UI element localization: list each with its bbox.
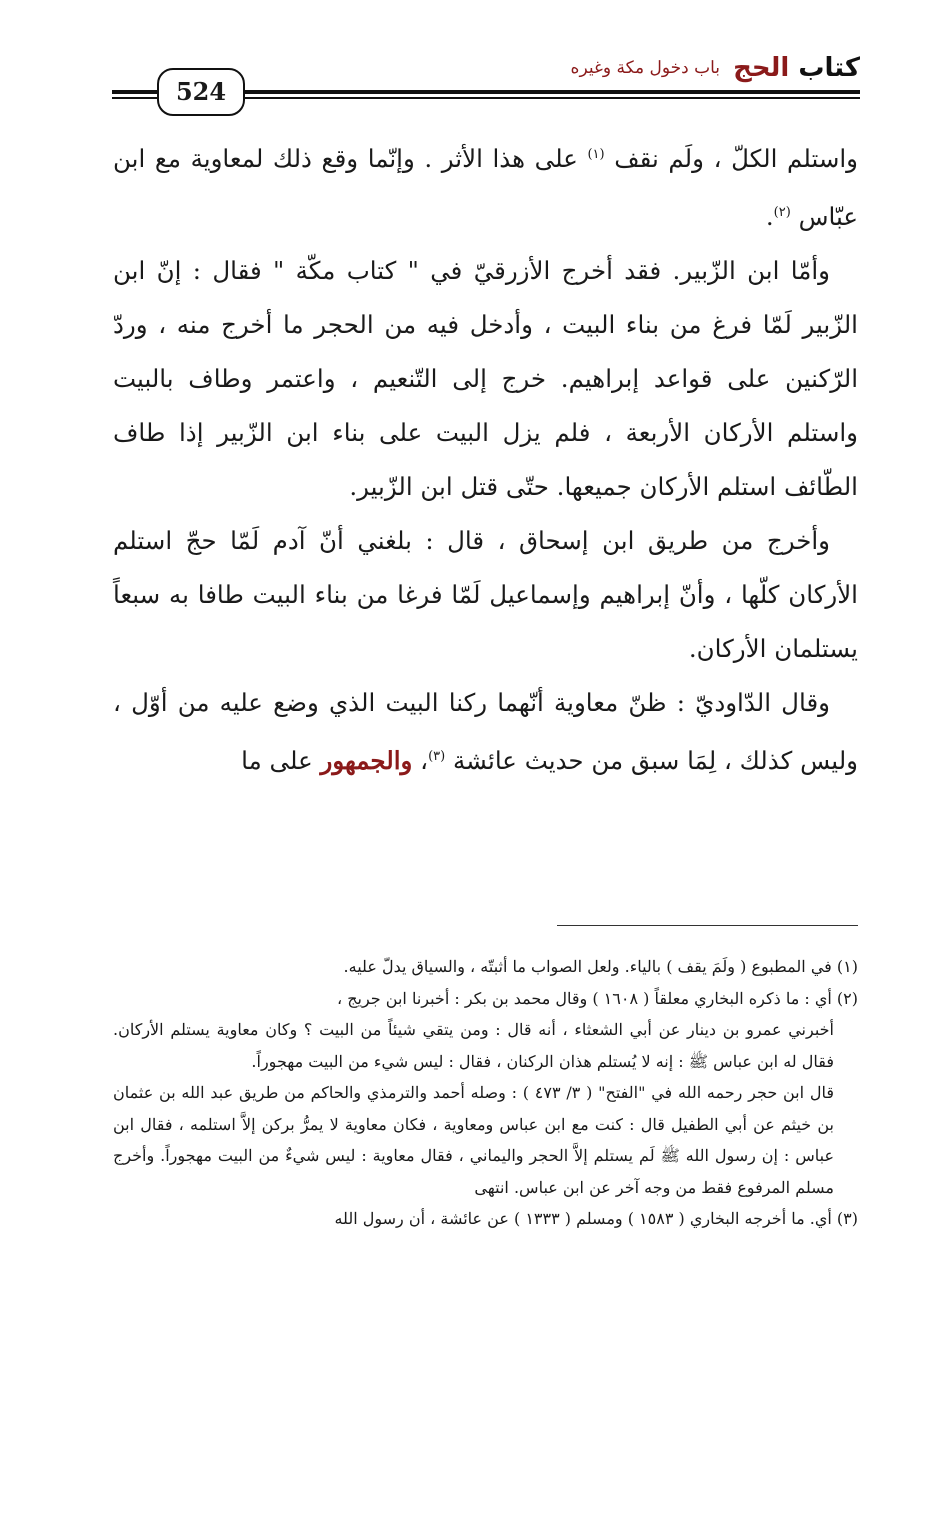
footnote-2 (113, 983, 858, 1015)
paragraph-4 (113, 676, 858, 788)
footnote-2-quote: قال ابن حجر رحمه الله في "الفتح" ( ٣/ ٤٧٣ ) : وصله أحمد والترمذي والحاكم من طريق عبد الله بن عثمان بن خيثم عن أبي الطفيل قال : كنت مع ابن عباس ومعاوية ، فكان معاوية لا يمرُّ بركن إلاَّ استلمه ، فقال ابن عباس : إن رسول الله ﷺ لَم يستلم إلاَّ الحجر واليماني ، فقال معاوية : ليس شيءٌ من البيت مهجوراً. وأخرج مسلم المرفوع فقط من وجه آخر عن ابن عباس. انتهى (113, 1083, 834, 1197)
book-title-a: كتاب (798, 53, 860, 83)
p4-b: ، (420, 746, 429, 775)
p1-a: واستلم الكلّ ، ولَم نقف (614, 144, 859, 173)
book-title (733, 52, 860, 84)
p1-b: على هذا الأثر . وإنّما وقع ذلك لمعاوية مع ابن عبّاس (113, 144, 858, 231)
footnote-ref-1: (١) (587, 147, 605, 162)
page-number: 524 (157, 68, 245, 116)
p4-c: على ما (241, 746, 313, 775)
footnote-ref-2: (٢) (773, 205, 791, 220)
footnote-1-text: في المطبوع ( ولَمَ يقف ) بالياء. ولعل الصواب ما أثبتّه ، والسياق يدلّ عليه. (343, 957, 832, 976)
book-title-b: الحج (733, 53, 790, 83)
footnote-3 (113, 1203, 858, 1235)
footnote-2-text: أي : ما ذكره البخاري معلقاً ( ١٦٠٨ ) وقال محمد بن بكر : أخبرنا ابن جريج ، (336, 988, 832, 1008)
p4-a: وقال الدّاوديّ : ظنّ معاوية أنّهما ركنا البيت الذي وضع عليه من أوّل ، وليس كذلك ، لِمَا سبق من حديث عائشة (113, 688, 858, 775)
footnote-1-number: (١) (836, 957, 858, 976)
paragraph-1 (113, 128, 858, 244)
footnote-2-number: (٢) (836, 988, 858, 1008)
footnote-1 (113, 951, 858, 983)
main-text (113, 128, 858, 788)
footnotes (113, 951, 858, 1235)
footnote-2-continued: أخبرني عمرو بن دينار عن أبي الشعثاء ، أنه قال : ومن يتقي شيئاً من البيت ؟ وكان معاوية يستلم الأركان. فقال له ابن عباس ﷺ : إنه لا يُستلم هذان الركنان ، فقال : ليس شيء من البيت مهجوراً. (113, 1020, 834, 1071)
p1-c: . (765, 202, 774, 231)
paragraph-3: وأخرج من طريق ابن إسحاق ، قال : بلغني أنّ آدم لَمّا حجّ استلم الأركان كلّها ، وأنّ إبراهيم وإسماعيل لَمّا فرغا من بناء البيت طافا به سبعاً يستلمان الأركان. (113, 526, 858, 663)
paragraph-2: وأمّا ابن الزّبير. فقد أخرج الأزرقيّ في " كتاب مكّة " فقال : إنّ ابن الزّبير لَمّا فرغ من بناء البيت ، وأدخل فيه من الحجر ما أخرج منه ، وردّ الرّكنين على قواعد إبراهيم. خرج إلى التّنعيم ، واعتمر وطاف بالبيت واستلم الأركان الأربعة ، فلم يزل البيت على بناء ابن الزّبير إذا طاف الطّائف استلم الأركان جميعها. حتّى قتل ابن الزّبير. (113, 256, 858, 501)
footnote-3-number: (٣) (836, 1209, 858, 1228)
footnote-ref-3: (٣) (428, 749, 446, 764)
page-header (112, 52, 860, 106)
chapter-title: باب دخول مكة وغيره (570, 58, 720, 78)
footnote-3-text: أي. ما أخرجه البخاري ( ١٥٨٣ ) ومسلم ( ١٣٣٣ ) عن عائشة ، أن رسول الله (334, 1209, 832, 1228)
footnote-separator (557, 925, 858, 926)
highlight-word: والجمهور (320, 746, 413, 775)
